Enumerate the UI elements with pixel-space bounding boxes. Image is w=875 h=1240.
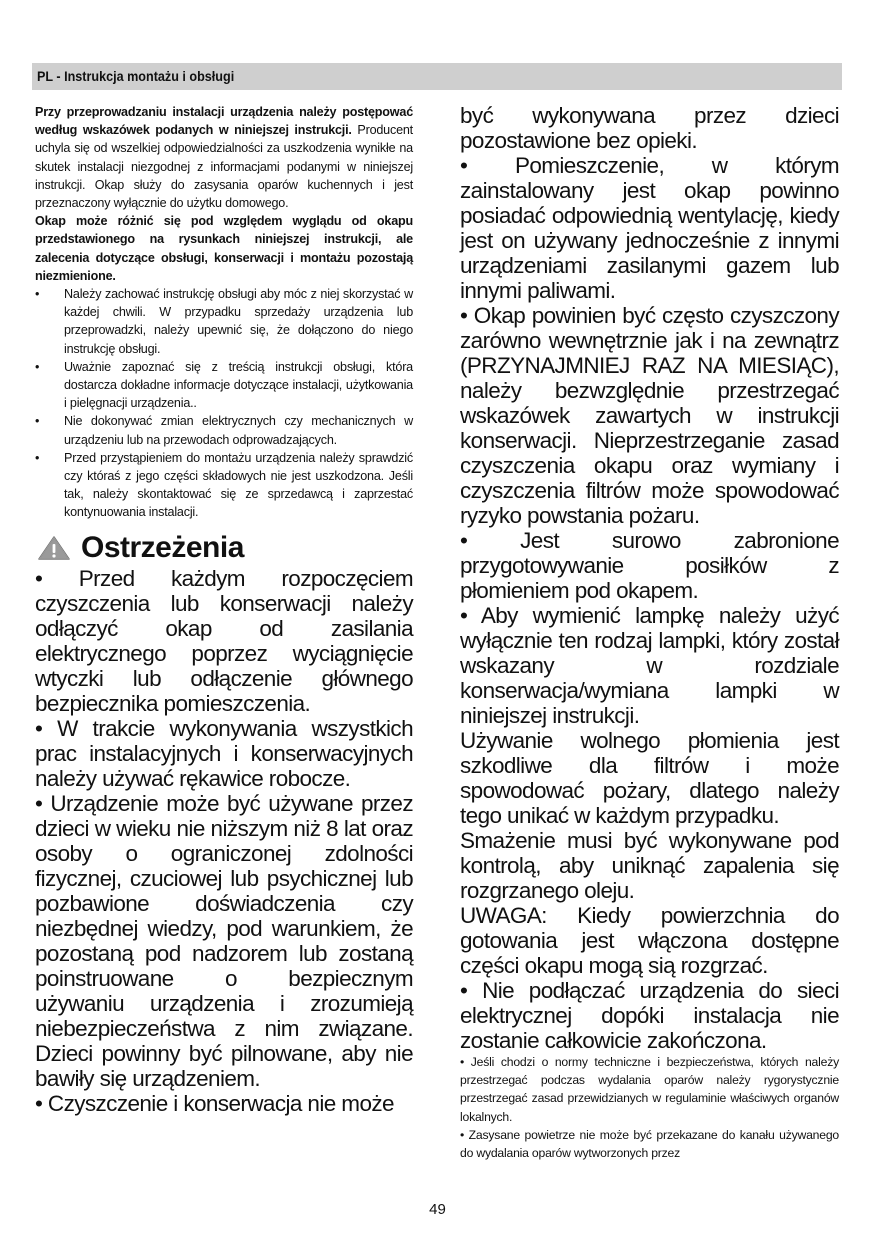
- bullet-icon: •: [35, 359, 40, 374]
- bullet-icon: •: [35, 287, 40, 302]
- warning-paragraph: • Okap powinien być często czyszczony zarówno wewnętrznie jak i na zewnątrz (PRZYNAJMNIEJ RAZ NA MIESIĄC), należy bezwzględnie przestrzegać wskazówek zawartych w instrukcji konserwacji. Nieprzestrzeganie zasad czyszczenia okapu oraz wymiany i czyszczenia filtrów może spowodować ryzyko powstania pożaru.: [460, 303, 839, 528]
- list-item: [35, 285, 413, 358]
- warning-paragraph: • Urządzenie może być używane przez dzieci w wieku nie niższym niż 8 lat oraz osoby o ograniczonej zdolności fizycznej, czuciowej lub psychicznej lub pozbawione doświadczenia czy niezbędnej wiedzy, pod warunkiem, że pozostaną pod nadzorem lub zostaną poinstruowane o bezpiecznym używaniu urządzenia i zrozumieją niebezpieczeństwa z nim związane. Dzieci powinny być pilnowane, aby nie bawiły się urządzeniem.: [35, 790, 413, 1091]
- warning-paragraph: • Przed każdym rozpoczęciem czyszczenia lub konserwacji należy odłączyć okap od zasilania elektrycznego poprzez wyciągnięcie wtyczki lub odłączenie głównego bezpiecznika pomieszczenia.: [35, 565, 413, 716]
- warning-icon: [37, 535, 71, 561]
- intro-paragraph: [35, 103, 413, 212]
- instruction-bullets: [35, 285, 413, 522]
- warning-paragraph: • Nie podłączać urządzenia do sieci elektrycznej dopóki instalacja nie zostanie całkowicie zakończona.: [460, 978, 839, 1053]
- regulation-note: • Zasysane powietrze nie może być przekazane do kanału używanego do wydalania oparów wytworzonych przez: [460, 1127, 839, 1161]
- page-number: 49: [429, 1201, 446, 1218]
- list-item: [35, 358, 413, 413]
- list-item-text: Przed przystąpieniem do montażu urządzenia należy sprawdzić czy któraś z jego części składowych nie jest uszkodzona. Jeśli tak, należy skontaktować się ze sprzedawcą i zaprzestać kontynuowania instalacji.: [64, 450, 413, 520]
- warnings-heading: [35, 530, 413, 566]
- warning-paragraph: Używanie wolnego płomienia jest szkodliwe dla filtrów i może spowodować pożary, dlatego należy tego unikać w każdym przypadku.: [460, 728, 839, 828]
- warning-paragraph: • Czyszczenie i konserwacja nie może: [35, 1090, 394, 1116]
- bullet-icon: •: [35, 414, 40, 429]
- bullet-icon: •: [35, 450, 40, 465]
- left-column: [35, 103, 413, 1116]
- warning-paragraph: UWAGA: Kiedy powierzchnia do gotowania jest włączona dostępne części okapu mogą sią rozgrzać.: [460, 903, 839, 978]
- regulation-note: • Jeśli chodzi o normy techniczne i bezpieczeństwa, których należy przestrzegać podczas wydalania oparów należy rygorystycznie przestrzegać zasad przewidzianych w regulaminie właściwych organów lokalnych.: [460, 1055, 839, 1124]
- warnings-title: Ostrzeżenia: [81, 530, 244, 564]
- warning-paragraph: • Pomieszczenie, w którym zainstalowany jest okap powinno posiadać odpowiednią wentylację, kiedy jest on używany jednocześnie z innymi urządzeniami zasilanymi gazem lub innymi paliwami.: [460, 153, 839, 303]
- appearance-note: Okap może różnić się pod względem wyglądu od okapu przedstawionego na rysunkach niniejszej instrukcji, ale zalecenia dotyczące obsługi, konserwacji i montażu pozostają niezmienione.: [35, 214, 413, 283]
- list-item: [35, 412, 413, 448]
- warning-paragraph: Smażenie musi być wykonywane pod kontrolą, aby uniknąć zapalenia się rozgrzanego oleju.: [460, 828, 839, 903]
- warning-paragraph: być wykonywana przez dzieci pozostawione bez opieki.: [460, 103, 839, 153]
- list-item: [35, 449, 413, 522]
- intro-bold-text: Przy przeprowadzaniu instalacji urządzenia należy postępować według wskazówek podanych w niniejszej instrukcji.: [35, 105, 413, 138]
- right-column: [460, 103, 839, 1162]
- section-title: PL - Instrukcja montażu i obsługi: [37, 68, 235, 84]
- list-item-text: Uważnie zapoznać się z treścią instrukcji obsługi, która dostarcza dokładne informacje dotyczące instalacji, użytkowania i pielęgnacji urządzenia..: [64, 359, 413, 411]
- list-item-text: Należy zachować instrukcję obsługi aby móc z niej skorzystać w każdej chwili. W przypadku sprzedaży urządzenia lub przeprowadzki, należy upewnić się, że dołączono do niego instrukcję obsługi.: [64, 287, 413, 356]
- intro-normal-text: Producent uchyla się od wszelkiej odpowiedzialności za uszkodzenia wynikłe na skutek instalacji niezgodnej z informacjami podanymi w niniejszej instrukcji. Okap służy do zasysania oparów kuchennych i jest przeznaczony wyłącznie do użytku domowego.: [35, 123, 413, 211]
- warning-paragraph: • Jest surowo zabronione przygotowywanie posiłków z płomieniem pod okapem.: [460, 528, 839, 603]
- list-item-text: Nie dokonywać zmian elektrycznych czy mechanicznych w urządzeniu lub na przewodach odprowadzających.: [64, 414, 413, 447]
- warning-paragraph: • Aby wymienić lampkę należy użyć wyłącznie ten rodzaj lampki, który został wskazany w rozdziale konserwacja/wymiana lampki w niniejszej instrukcji.: [460, 603, 839, 728]
- warning-paragraph: • W trakcie wykonywania wszystkich prac instalacyjnych i konserwacyjnych należy używać rękawice robocze.: [35, 715, 413, 791]
- section-header-bar: [32, 63, 842, 90]
